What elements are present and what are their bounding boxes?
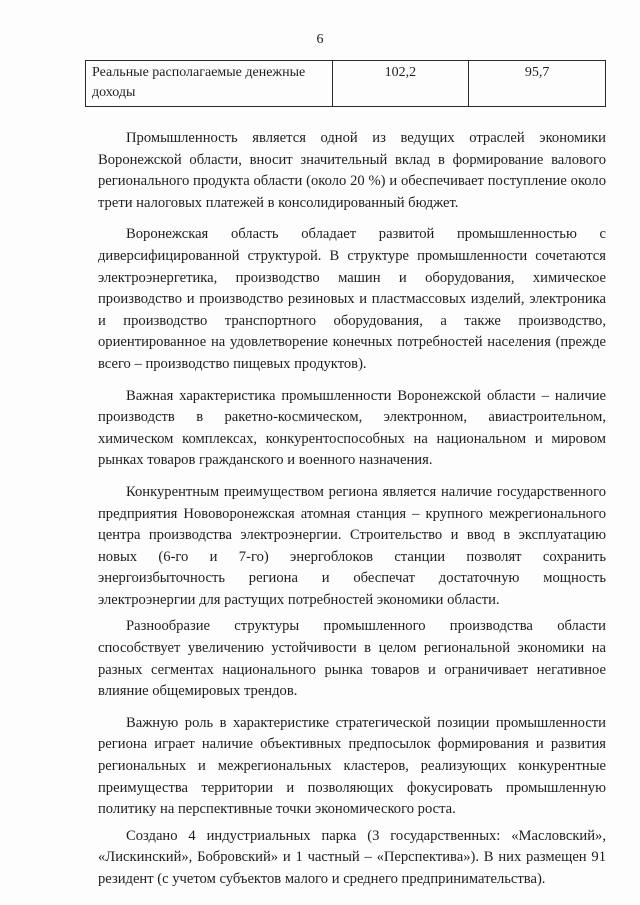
paragraph-key-characteristic: Важная характеристика промышленности Воронежской области – наличие производств в ракетно-космическом, электронном, авиастроительном, химическом комплексах, конкурентоспособных на национальном и мировом рынках товаров гражданского и военного назначения. [98, 387, 606, 469]
paragraph-clusters: Важную роль в характеристике стратегической позиции промышленности региона играет наличие объективных предпосылок формирования и развития региональных и межрегиональных кластеров, реализующих конкурентные преимущества территории и позволяющих фокусировать промышленную политику на перспективные точки экономического роста. [98, 714, 606, 818]
paragraph-industrial-parks: Создано 4 индустриальных парка (3 государственных: «Масловский», «Лискинский», Бобровский» и 1 частный – «Перспектива»). В них размещен 91 резидент (с учетом субъектов малого и среднего предпринимательства). [98, 827, 606, 887]
indicator-value-cell: 95,7 [469, 61, 606, 107]
paragraph-nuclear-plant: Конкурентным преимуществом региона является наличие государственного предприятия Нововоронежская атомная станция – крупного межрегионального центра производства электроэнергии. Строительство и ввод в эксплуатацию новых (6-го и 7-го) энергоблоков станции позволят сохранить энергоизбыточность региона и обеспечат достаточную мощность электроэнергии для растущих потребностей экономики области. [98, 483, 606, 608]
indicator-value-cell: 102,2 [332, 61, 469, 107]
indicator-label-cell: Реальные располагаемые денежные доходы [86, 61, 333, 107]
page-number: 6 [316, 32, 324, 47]
paragraph-diversity: Разнообразие структуры промышленного производства области способствует увеличению устойчивости в целом региональной экономики на разных сегментах национального рынка товаров и ограничивает негативное влияние общемировых трендов. [98, 618, 606, 700]
document-body [98, 128, 606, 901]
paragraph-industry-structure: Воронежская область обладает развитой промышленностью с диверсифицированной структурой. В структуре промышленности сочетаются электроэнергетика, производство машин и оборудования, химическое производство и производство резиновых и пластмассовых изделий, электроника и производство транспортного оборудования, а также производство, ориентированное на удовлетворение конечных потребностей населения (прежде всего – производство пищевых продуктов). [98, 226, 606, 372]
indicator-table [85, 60, 606, 107]
paragraph-industry-role: Промышленность является одной из ведущих отраслей экономики Воронежской области, вносит значительный вклад в формирование валового регионального продукта области (около 20 %) и обеспечивает поступление около трети налоговых платежей в консолидированный бюджет. [98, 130, 606, 211]
table-row [86, 61, 606, 107]
